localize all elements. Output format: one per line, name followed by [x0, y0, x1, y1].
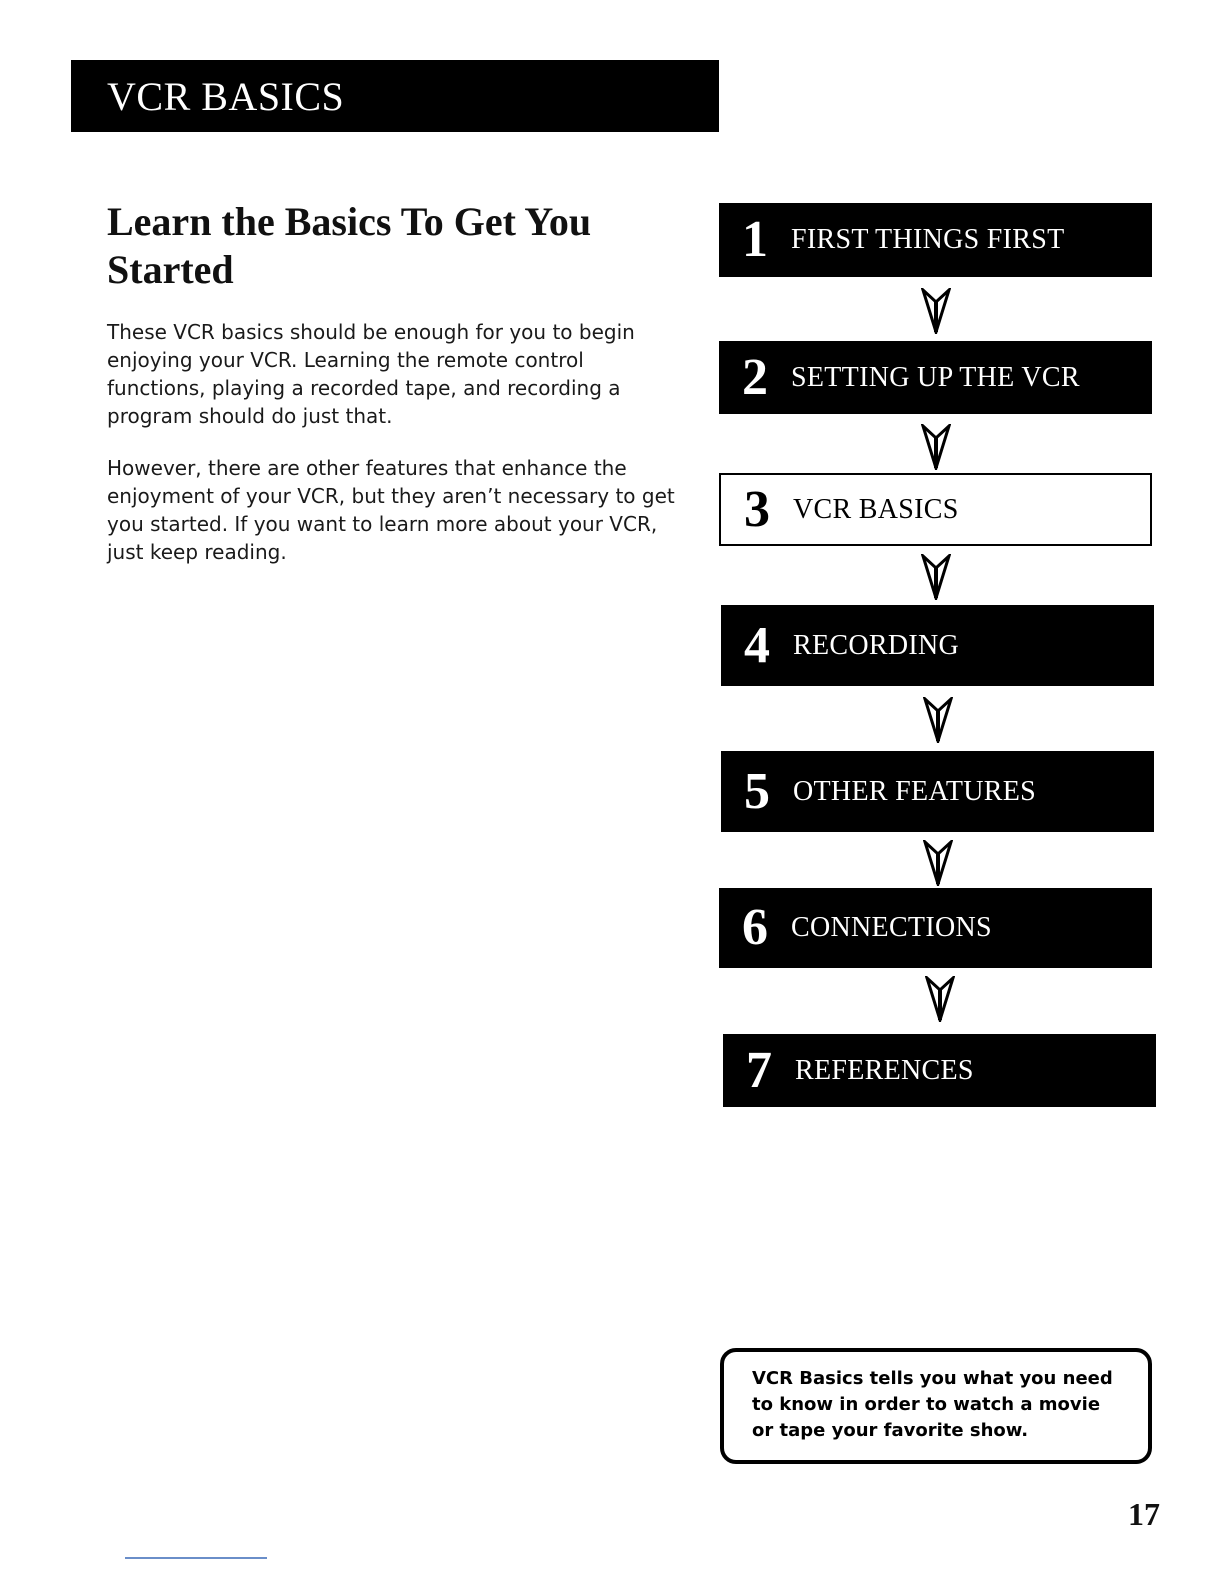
step-number: 3: [744, 480, 770, 538]
step-label: VCR BASICS: [793, 493, 959, 525]
step-number: 6: [742, 899, 768, 956]
step-number: 4: [744, 616, 770, 674]
step-label: REFERENCES: [795, 1054, 974, 1086]
step-setting-up-the-vcr: [719, 341, 1152, 414]
down-arrow-icon: [921, 424, 951, 470]
step-label: FIRST THINGS FIRST: [791, 224, 1065, 255]
down-arrow-icon: [921, 554, 951, 600]
summary-note-box: VCR Basics tells you what you need to know in order to watch a movie or tape your favorite show.: [720, 1348, 1152, 1464]
down-arrow-icon: [925, 976, 955, 1022]
step-label: SETTING UP THE VCR: [791, 361, 1080, 393]
step-references: [723, 1034, 1156, 1107]
down-arrow-icon: [923, 840, 953, 886]
step-label: CONNECTIONS: [791, 912, 992, 943]
step-recording: [721, 605, 1154, 686]
section-title: VCR BASICS: [107, 73, 345, 119]
step-number: 7: [746, 1041, 772, 1099]
footer-rule: [125, 1557, 267, 1559]
step-number: 5: [744, 762, 770, 820]
step-number: 1: [742, 211, 768, 268]
step-other-features: [721, 751, 1154, 832]
down-arrow-icon: [921, 288, 951, 334]
step-connections: [719, 888, 1152, 968]
intro-paragraph: These VCR basics should be enough for you to begin enjoying your VCR. Learning the remote control functions, playing a recorded tape, and recording a program should do just that.: [107, 320, 635, 428]
page-heading: Learn the Basics To Get You Started: [107, 199, 592, 292]
section-header: [71, 60, 719, 132]
features-paragraph: However, there are other features that enhance the enjoyment of your VCR, but they aren’t necessary to get you started. If you want to learn more about your VCR, just keep reading.: [107, 456, 675, 564]
step-number: 2: [742, 348, 768, 406]
step-label: OTHER FEATURES: [793, 775, 1036, 807]
step-label: RECORDING: [793, 629, 960, 661]
step-first-things-first: [719, 203, 1152, 277]
step-vcr-basics-current: [719, 473, 1152, 546]
page-number: 17: [1128, 1496, 1160, 1532]
down-arrow-icon: [923, 697, 953, 743]
